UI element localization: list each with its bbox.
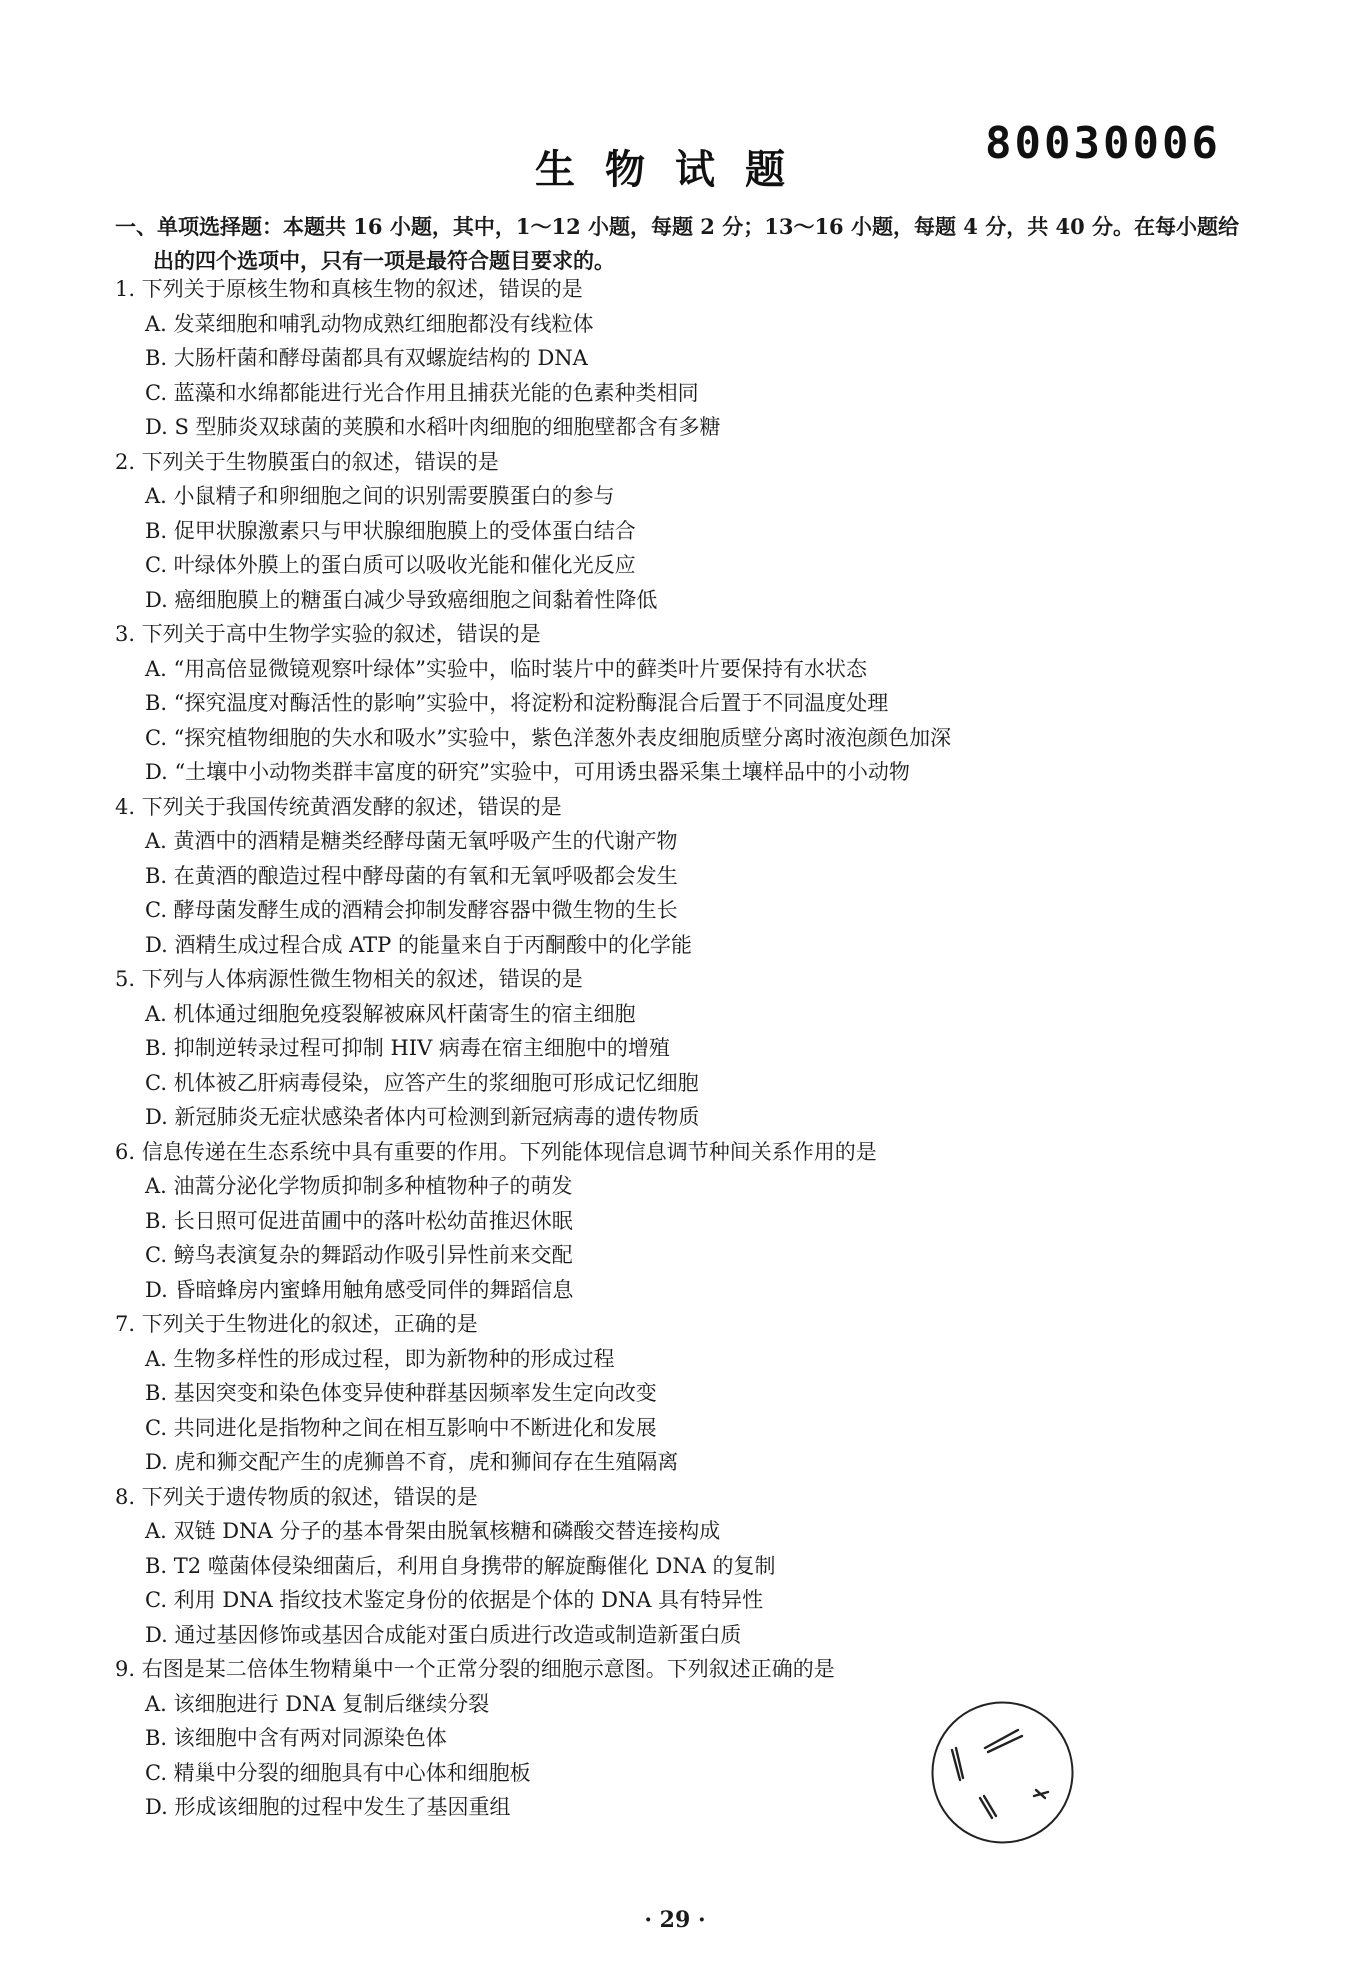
- question-option: C. 叶绿体外膜上的蛋白质可以吸收光能和催化光反应: [145, 553, 636, 577]
- question-option: C. 酵母菌发酵生成的酒精会抑制发酵容器中微生物的生长: [145, 898, 678, 922]
- question-option: A. 生物多样性的形成过程，即为新物种的形成过程: [145, 1346, 615, 1371]
- question-option: B. 抑制逆转录过程可抑制 HIV 病毒在宿主细胞中的增殖: [145, 1036, 670, 1060]
- question-option: B. 大肠杆菌和酵母菌都具有双螺旋结构的 DNA: [145, 346, 588, 370]
- section-line-1: 一、单项选择题：本题共 16 小题，其中，1～12 小题，每题 2 分；13～16 小题，每题 4 分，共 40 分。在每小题给: [115, 214, 1240, 239]
- section-instructions: [115, 210, 1275, 278]
- question-option: D. 癌细胞膜上的糖蛋白减少导致癌细胞之间黏着性降低: [145, 587, 658, 612]
- question-stem: 2. 下列关于生物膜蛋白的叙述，错误的是: [115, 449, 499, 474]
- question-4: [115, 790, 692, 963]
- page-number: · 29 ·: [644, 1907, 706, 1933]
- question-option: A. 双链 DNA 分子的基本骨架由脱氧核糖和磷酸交替连接构成: [145, 1519, 721, 1543]
- question-option: A. 机体通过细胞免疫裂解被麻风杆菌寄生的宿主细胞: [145, 1001, 636, 1026]
- question-option: D. 虎和狮交配产生的虎狮兽不育，虎和狮间存在生殖隔离: [145, 1450, 679, 1474]
- question-option: D. “土壤中小动物类群丰富度的研究”实验中，可用诱虫器采集土壤样品中的小动物: [145, 760, 910, 784]
- chromosome-bottom: [980, 1796, 996, 1818]
- chromosome-left: [952, 1748, 963, 1780]
- question-7: [115, 1307, 678, 1480]
- question-option: A. 该细胞进行 DNA 复制后继续分裂: [145, 1691, 490, 1716]
- page-title: 生物试题: [535, 146, 815, 193]
- question-option: C. 机体被乙肝病毒侵染，应答产生的浆细胞可形成记忆细胞: [145, 1070, 699, 1095]
- question-stem: 5. 下列与人体病源性微生物相关的叙述，错误的是: [115, 967, 583, 991]
- question-6: [115, 1135, 877, 1308]
- chromosome-right: [1034, 1790, 1048, 1798]
- question-option: D. S 型肺炎双球菌的荚膜和水稻叶肉细胞的细胞壁都含有多糖: [145, 415, 721, 439]
- question-option: D. 形成该细胞的过程中发生了基因重组: [145, 1795, 511, 1819]
- question-stem: 8. 下列关于遗传物质的叙述，错误的是: [115, 1484, 478, 1509]
- question-option: C. 利用 DNA 指纹技术鉴定身份的依据是个体的 DNA 具有特异性: [145, 1588, 764, 1612]
- question-stem: 9. 右图是某二倍体生物精巢中一个正常分裂的细胞示意图。下列叙述正确的是: [115, 1657, 835, 1681]
- question-option: A. “用高倍显微镜观察叶绿体”实验中，临时装片中的藓类叶片要保持有水状态: [145, 656, 867, 681]
- question-option: D. 通过基因修饰或基因合成能对蛋白质进行改造或制造新蛋白质: [145, 1622, 742, 1647]
- chromosome-top-right: [985, 1730, 1022, 1752]
- question-2: [115, 445, 657, 618]
- question-option: B. 长日照可促进苗圃中的落叶松幼苗推迟休眠: [145, 1208, 573, 1233]
- paper-code: 80030006: [985, 118, 1221, 169]
- question-option: B. “探究温度对酶活性的影响”实验中，将淀粉和淀粉酶混合后置于不同温度处理: [145, 691, 889, 715]
- cell-outline: [933, 1703, 1073, 1843]
- question-option: D. 昏暗蜂房内蜜蜂用触角感受同伴的舞蹈信息: [145, 1277, 574, 1302]
- cell-division-diagram: [930, 1700, 1075, 1845]
- question-option: D. 酒精生成过程合成 ATP 的能量来自于丙酮酸中的化学能: [145, 932, 692, 957]
- question-option: C. 蓝藻和水绵都能进行光合作用且捕获光能的色素种类相同: [145, 380, 699, 405]
- question-5: [115, 962, 699, 1135]
- question-stem: 4. 下列关于我国传统黄酒发酵的叙述，错误的是: [115, 794, 562, 819]
- question-option: B. 促甲状腺激素只与甲状腺细胞膜上的受体蛋白结合: [145, 518, 636, 543]
- question-stem: 6. 信息传递在生态系统中具有重要的作用。下列能体现信息调节种间关系作用的是: [115, 1139, 877, 1164]
- question-8: [115, 1480, 776, 1653]
- question-option: B. 在黄酒的酿造过程中酵母菌的有氧和无氧呼吸都会发生: [145, 863, 678, 888]
- section-line-2: 出的四个选项中，只有一项是最符合题目要求的。: [153, 248, 615, 273]
- question-option: A. 发菜细胞和哺乳动物成熟红细胞都没有线粒体: [145, 311, 594, 336]
- question-option: C. “探究植物细胞的失水和吸水”实验中，紫色洋葱外表皮细胞质壁分离时液泡颜色加深: [145, 725, 952, 750]
- question-3: [115, 617, 951, 790]
- question-option: C. 精巢中分裂的细胞具有中心体和细胞板: [145, 1760, 531, 1785]
- question-option: D. 新冠肺炎无症状感染者体内可检测到新冠病毒的遗传物质: [145, 1105, 700, 1129]
- question-option: B. 基因突变和染色体变异使种群基因频率发生定向改变: [145, 1381, 657, 1405]
- question-option: A. 小鼠精子和卵细胞之间的识别需要膜蛋白的参与: [145, 484, 615, 508]
- question-option: A. 油蒿分泌化学物质抑制多种植物种子的萌发: [145, 1174, 573, 1198]
- question-option: B. T2 噬菌体侵染细菌后，利用自身携带的解旋酶催化 DNA 的复制: [145, 1553, 776, 1578]
- question-option: B. 该细胞中含有两对同源染色体: [145, 1726, 447, 1750]
- question-9: [115, 1652, 835, 1825]
- question-option: C. 共同进化是指物种之间在相互影响中不断进化和发展: [145, 1415, 657, 1440]
- question-option: A. 黄酒中的酒精是糖类经酵母菌无氧呼吸产生的代谢产物: [145, 829, 678, 853]
- question-stem: 7. 下列关于生物进化的叙述，正确的是: [115, 1312, 478, 1336]
- question-1: [115, 272, 721, 445]
- question-stem: 3. 下列关于高中生物学实验的叙述，错误的是: [115, 622, 541, 646]
- question-option: C. 鳑鸟表演复杂的舞蹈动作吸引异性前来交配: [145, 1243, 573, 1267]
- question-stem: 1. 下列关于原核生物和真核生物的叙述，错误的是: [115, 277, 583, 301]
